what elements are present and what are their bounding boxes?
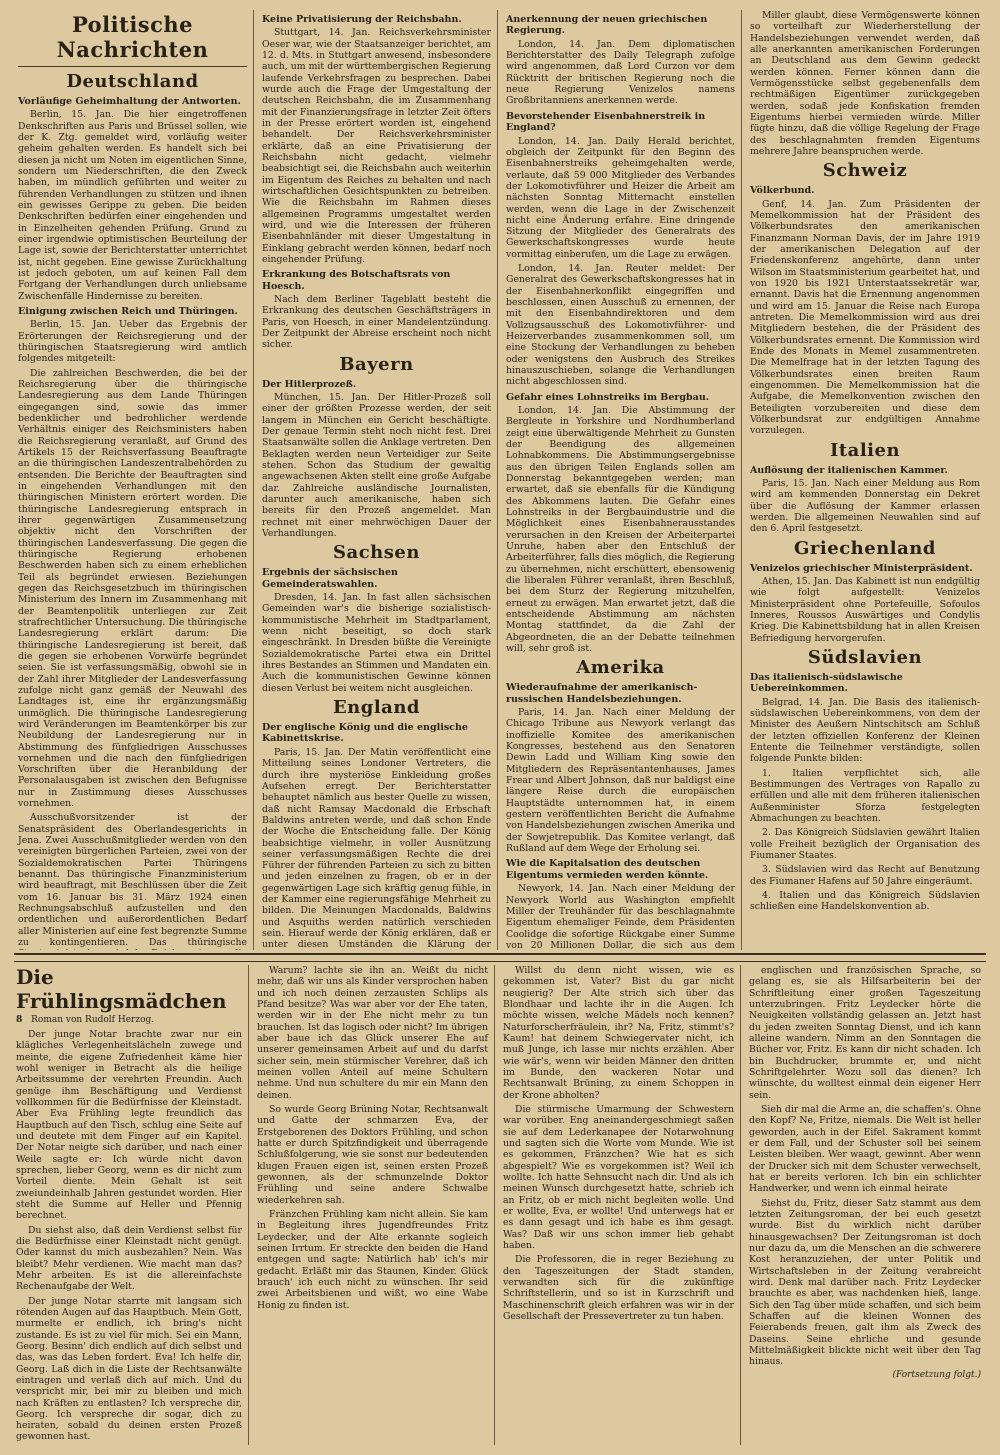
article-body: London, 14. Jan. Reuter meldet: Der Generalrat des Gewerkschaftskongresses hat in der Eisenbahnerkonflikt eingegriffen und beschlossen, einen Ausschuß zu ernennen, der mit den Eisenbahndirektoren und dem Vollzugsausschuß des Lokomotivführer- und Heizerverbandes zusammenkommen soll, um eine Stockung der Verhandlungen zu beheben oder wenigstens den Ausbruch des Streikes hinauszuschieben, solange die Verhandlungen nicht abgeschlossen sind. xyxy=(506,263,735,388)
serial-column-4 xyxy=(747,965,987,1445)
article-headline: Das italienisch-südslawische Uebereinkommen. xyxy=(750,671,903,695)
continuation-note: (Fortsetzung folgt.) xyxy=(892,1370,981,1381)
article-body: Nach dem Berliner Tageblatt besteht die Erkrankung des deutschen Geschäftsträgers in Paris, von Hoesch, in einer Mandelentzündung. Der Zeitpunkt der Abreise erscheint noch nicht sicher. xyxy=(262,294,491,351)
column-4 xyxy=(746,10,986,950)
serial-text: Sieh dir mal die Arme an, die schaffen's. Ohne den Kopf? Ne, Fritze, niemals. Die Welt ist heller geworden, auch in der Eifel. Sakrament kommt er dem Fall, und der Schuster soll bei seinem Leisten bleiben. Wer waagt, gewinnt. Aber wenn der Drucker sich mit dem Schuster verwechselt, hat er bereits verloren. Ich bin ein schlichter Handwerker, und wenn ich einmal heirate xyxy=(749,1103,981,1195)
serial-text: Die stürmische Umarmung der Schwestern war vorüber. Eng aneinandergeschmiegt saßen sie auf dem Lederkanapee der Notarwohnung und sagten sich die Worte vom Munde. Wie ist es gekommen, Fränzchen? Wie hat es sich abgespielt? Wie es vorgekommen ist? Weil ich wollte. Ich hatte Sehnsucht nach dir. Und als ich meinen Wunsch durchgesetzt hatte, schrieb ich an Fritz, ob er mich nicht begleiten wolle. Und er wollte, Eva, er wollte! Und unterwegs hat er es dann gesagt und ich habe es ihm gesagt. Was? Daß wir uns schon immer lieb gehabt haben. xyxy=(503,1103,734,1251)
section-heading-amerika: Amerika xyxy=(576,657,665,679)
article-headline: Vorläufige Geheimhaltung der Antworten. xyxy=(18,96,241,107)
page-title: Politische Nachrichten xyxy=(56,12,209,62)
serial-text: Die Professoren, die in reger Beziehung zu den Tageszeitungen der Stadt standen, verwandten sich für die zukünftige Schriftstellerin, und so ist in Kurzschrift und Maschinenschrift gleich erfahren was wir in der Gesellschaft der Pressevertreter zu tun haben. xyxy=(503,1254,734,1322)
article-headline: Anerkennung der neuen griechischen Regierung. xyxy=(506,14,708,37)
article-body: München, 15. Jan. Der Hitler-Prozeß soll einer der größten Prozesse werden, der seit langem in München ein Gericht beschäftigte. Der genaue Termin steht noch nicht fest. Drei Staatsanwälte sollen die Anklage vertreten. Den Beklagten werden neun Verteidiger zur Seite stehen. Schon das Studium der gewaltig angewachsenen Akten stellt eine große Aufgabe dar. Zahlreiche ausländische Journalisten, darunter auch amerikanische, haben sich bereits für den Prozeß angemeldet. Man rechnet mit einer mehrwöchigen Dauer der Verhandlungen. xyxy=(262,392,491,540)
article-body: 3. Südslavien wird das Recht auf Benutzung des Fiumaner Hafens auf 50 Jahre eingeräumt. xyxy=(750,864,980,887)
section-heading-italien: Italien xyxy=(829,439,901,461)
serial-text: Fränzchen Frühling kam nicht allein. Sie kam in Begleitung ihres Jugendfreundes Fritz Leydecker, und der Alte erkannte sogleich seinen Irrtum. Er streckte den beiden die Hand entgegen und sagte: Natürlich hab' ich's mir gedacht. Erläßt mir das Staunen, Kinder. Glück brauch' ich euch nicht zu wünschen. Ihr seid zwei Arbeitsbienen und wißt, wo eine Wabe Honig zu finden ist. xyxy=(257,1208,488,1311)
column-2 xyxy=(258,10,498,950)
article-body: 4. Italien und das Königreich Südslavien schließen eine Handelskonvention ab. xyxy=(750,889,980,913)
article-headline: Einigung zwischen Reich und Thüringen. xyxy=(18,305,238,317)
article-body: Paris, 15. Jan. Nach einer Meldung aus Rom wird am kommenden Donnerstag ein Dekret über die Auflösung der Kammer erlassen werden. Die allgemeinen Neuwahlen sind auf den 6. April festgesetzt. xyxy=(750,477,980,535)
article-body: 2. Das Königreich Südslavien gewährt Italien volle Freiheit bezüglich der Organisation des Fiumaner Staates. xyxy=(750,827,980,861)
feuilleton-section xyxy=(14,965,986,1445)
divider xyxy=(18,66,247,67)
serial-text: So wurde Georg Brüning Notar, Rechtsanwalt und Gatte der schmarzen Eva, der Erstgeborenen des Doktors Frühling, und schon hatte er durch Spitzfindigkeit und überragende Schlußfolgerung, wie sie sonst nur bedeutenden klugen Frauen eigen ist, seinen ersten Prozeß gewonnen, als der schmunzelnde Doktor Frühling und seine andere Schwalbe wiederkehren sah. xyxy=(257,1103,488,1206)
serial-author: Roman von Rudolf Herzog. xyxy=(31,1015,155,1025)
feuilleton-divider xyxy=(14,953,986,962)
serial-text: englischen und französischen Sprache, so gelang es, sie als Hilfsarbeiterin bei der Schriftleitung einer großen Tageszeitung unterzubringen. Fritz Leydecker hörte die Neuigkeiten vollständig gelassen an. Jetzt hast du jeden zweiten Sonntag Dienst, und ich kann alleine wandern. Nimm an den Sonntagen die Bücher vor, Fritz. Es kann dir nicht schaden. Ich bin Buchdrucker, brummte er, und nicht Schriftgelehrter. Wozu soll das dienen? Ich wünschte, du wolltest einmal dein eigener Herr sein. xyxy=(749,965,981,1101)
serial-text: Der junge Notar starrte mit langsam sich rötenden Augen auf das Hauptbuch. Mein Gott, murmelte er endlich, ich bring's nicht zustande. Es ist zu viel für mich. Sei ein Mann, Georg. Besinn' dich endlich auf dich selbst und das, was das Leben fordert. Eva! Ich helfe dir, Georg. Laß dich in die Liste der Rechtsanwälte eintragen und verlaß dich auf mich. Und du verspricht mir, bei mir zu bleiben und mich nach Kräften zu entlasten? Ich verspreche dir, Georg. Ich verspreche dir sogar, dich zu heiraten, sobald du deinen ersten Prozeß gewonnen hast. xyxy=(16,1295,242,1443)
article-body: Paris, 15. Jan. Der Matin veröffentlicht eine Mitteilung seines Londoner Vertreters, die durch ihre mysteriöse Einkleidung großes Aufsehen erregt. Der Berichterstatter behauptet nämlich aus bester Quelle zu wissen, daß nicht Ramsay Macdonald die Erbschaft Baldwins antreten werde, und daß schon Ende der Woche die Entscheidung falle. Der König beabsichtige vielmehr, in voller Ausnützung seiner verfassungsmäßigen Rechte die drei Führer der führenden Parteien zu sich zu bitten und jeden einzelnen zu fragen, ob er in der gegenwärtigen Lage sich kräftig genug fühle, in der Kammer eine regierungsfähige Mehrheit zu bilden. Die Meinungen Macdonalds, Baldwins und Asquiths werden natürlich verschieden sein. Hierauf werde der König erklären, daß er unter diesen Umständen die Klärung der xyxy=(262,746,491,950)
article-body: Belgrad, 14. Jan. Die Basis des italienisch-südslawischen Uebereinkommens, von dem der Minister des Aeußern Nintschitsch am Schluß der letzten offiziellen Konferenz der Kleinen Entente die Teilnehmer verständigte, sollen folgende Punkte bilden: xyxy=(750,696,980,765)
article-headline: Wie die Kapitalsation des deutschen Eigentums vermieden werden könnte. xyxy=(506,858,709,881)
article-body: 1. Italien verpflichtet sich, alle Bestimmungen des Vertrages von Rapallo zu erfüllen und alle mit dem früheren italienischen Außenminister Sforza festgelegten Abmachungen zu beachten. xyxy=(750,767,980,824)
article-headline: Der englische König und die englische Kabinettskrise. xyxy=(262,722,468,745)
installment-number: 8 xyxy=(16,1015,23,1025)
article-headline: Keine Privatisierung der Reichsbahn. xyxy=(262,14,462,25)
article-body: Newyork, 14. Jan. Nach einer Meldung der Newyork World aus Washington empfiehlt Miller der Treuhänder für das beschlagnahmte Eigentum ehemaliger Feinde, dem Präsidenten Coolidge die sofortige Rückgabe einer Summe von 20 Millionen Dollar, die sich aus dem xyxy=(506,883,735,950)
serial-byline xyxy=(16,1015,242,1025)
article-headline: Bevorstehender Eisenbahnerstreik in England? xyxy=(506,110,706,134)
article-body: Paris, 14. Jan. Nach einer Meldung der Chicago Tribune aus Newyork verlangt das inoffizielle Komitee des amerikanischen Kongresses, bestehend aus den Senatoren Dewin Ladd und William King sowie den Mitgliedern des Repräsentantenhauses, James Frear und Albert Johnson, daß nur baldigst eine längere Reise durch die europäischen Hauptstädte unternommen hat, in einem gestern veröffentlichten Bericht die Aufnahme von Handelsbeziehungen zwischen Amerika und der Sowjetrepublik. Das Komitee verlangt, daß Rußland auf dem Wege der Erholung sei. xyxy=(506,707,735,855)
article-body: London, 14. Jan. Daily Herald berichtet, obgleich der Zeitpunkt für den Beginn des Eisenbahnerstreiks geheimgehalten werde, verlaute, daß 59 000 Mitglieder des Verbandes der Lokomotivführer und Heizer die Arbeit am nächsten Sonntag Mitternacht einstellen werden, wenn die Lage in der Zwischenzeit nicht eine Änderung erfahre. Eine dringende Sitzung der Mitglieder des Generalrats des Gewerkschaftskongresses wurde heute vormittag einberufen, um die Lage zu erwägen. xyxy=(506,135,735,260)
article-body: Ausschußvorsitzender ist der Senatspräsident des Oberlandesgerichts in Jena. Zwei Ausschußmitglieder werden von den vereinigten bürgerlichen Parteien, zwei von der Sozialdemokratischen Partei Thüringens benannt. Das thüringische Finanzministerium wird beauftragt, mit Beschlüssen über die Zeit vom 16. Januar bis 31. März 1924 einen Rechnungsabschluß aufzustellen und den ordentlichen und außerordentlichen Bedarf aller Ministerien auf eine fest begrenzte Summe zu kontingentieren. Das thüringische xyxy=(18,812,247,949)
serial-text: Willst du denn nicht wissen, wie es gekommen ist, Vater? Bist du gar nicht neugierig? Der Alte strich sich über das Blondhaar und lachte ihr in die Augen. Ich möchte wissen, welche Mädels noch kennen? Naturforscherfräulein, ihr? Na, Fritz, stimmt's? Kaum! hat deinem Schwiegervater nicht, ich muß Junge, ich lasse mir nichts erzählen. Aber wie wär's, wenn wir beiden Männer den dritten im Bunde, den wackeren Notar und Rechtsanwalt Brüning, zu einem Schoppen in der Krone abholten? xyxy=(503,965,734,1101)
column-3 xyxy=(502,10,742,950)
article-body: Dresden, 14. Jan. In fast allen sächsischen Gemeinden war's die bisherige sozialistisch-kommunistische Mehrheit im Stadtparlament, wenn nicht beseitigt, so doch stark eingeschränkt. In Dresden büßte die Vereinigte Sozialdemokratische Partei etwa ein Drittel ihres Bestandes an Stimmen und Mandaten ein. Auch die kommunistischen Gewinne können diesen Verlust bei weitem nicht ausgleichen. xyxy=(262,592,491,694)
column-1 xyxy=(14,10,254,950)
section-heading-sachsen: Sachsen xyxy=(333,542,420,564)
section-heading-suedslavien: Südslavien xyxy=(807,646,923,668)
political-news-section xyxy=(14,10,986,950)
section-heading-bayern: Bayern xyxy=(339,353,414,375)
article-body: Athen, 15. Jan. Das Kabinett ist nun endgültig wie folgt aufgestellt: Venizelos Ministerpräsident ohne Portefeuille, Sofoulos Inneres, Roussos Auswärtiges und Condylis Krieg. Die Kabinettsbildung hat in allen Kreisen Befriedigung hervorgerufen. xyxy=(750,575,980,644)
serial-title: Die Frühlingsmädchen xyxy=(16,965,227,1013)
section-heading-england: England xyxy=(332,697,421,719)
article-body: Berlin, 15. Jan. Ueber das Ergebnis der Erörterungen der Reichsregierung und der thüringischen Staatsregierung wird amtlich folgendes mitgeteilt: xyxy=(18,319,247,365)
article-headline: Ergebnis der sächsischen Gemeinderatswahlen. xyxy=(262,567,398,590)
section-heading-schweiz: Schweiz xyxy=(822,160,908,182)
article-headline: Venizelos griechischer Ministerpräsident. xyxy=(750,562,973,574)
article-body: Berlin, 15. Jan. Die hier eingetroffenen Denkschriften aus Paris und Brüssel sollen, wie der K. Ztg. gemeldet wird, vorläufig weiter geheim gehalten werden. Es handelt sich bei diesen ja nicht um Noten im eigentlichen Sinne, sondern um Niederschriften, die den Zweck haben, im mündlich geführten und weiter zu führenden Verhandlungen zu stützen und ihnen ein gewisses Gerippe zu geben. Die beiden Denkschriften bedürfen einer eingehenden und in Einzelheiten gehenden Prüfung. Grund zu einer irgendwie optimistischen Beurteilung der Lage ist, sowie der Berichterstatter unterrichtet ist, nicht gegeben. Eine gewisse Zurückhaltung ist jedoch geboten, um auf keinen Fall dem Fortgang der Verhandlungen durch unliebsame Zwischenfälle Hindernisse zu bereiten. xyxy=(18,109,247,302)
section-heading-griechenland: Griechenland xyxy=(794,537,936,559)
serial-column-3 xyxy=(501,965,741,1445)
article-headline: Der Hitlerprozeß. xyxy=(262,378,357,390)
serial-text: Siehst du, Fritz, dieser Satz stammt aus dem letzten Zeitungsroman, der bei euch gesetzt wurde. Bist du wirklich nicht darüber hinausgewachsen? Der Zeitungsroman ist doch nur dazu da, um die Menschen an die schwerere Kost heranzuziehen, der unter Politik und Wirtschaftsleben in der Zeitung verabreicht wird. Denk mal darüber nach. Fritz Leydecker brauchte es aber, was nachdenken hieß, lange. Sich den Tag über müde schaffen, und sich beim Schaffen auf die kleinen Wonnen des Feierabends freuen, galt ihm als Zweck des Daseins. Seine ehrliche und gesunde Mittelmäßigkeit blickte nicht weit über den Tag hinaus. xyxy=(749,1197,981,1368)
article-body: Miller glaubt, diese Vermögenswerte können so vorteilhaft zur Wiederherstellung der Handelsbeziehungen verwendet werden, daß alle anerkannten amerikanischen Forderungen an Deutschland aus dem Gewinn gedeckt werden können. Ferner können dann die Vermögensstücke selbst gegebenenfalls dem rechtmäßigen Eigentümer zurückgegeben werden, sodaß jede Konfiskation fremden Eigentums hierbei vermieden würde. Miller fügte hinzu, daß die völlige Regelung der Frage des beschlagnahmten fremden Eigentums mehrere Jahre beanspruchen werde. xyxy=(750,10,980,157)
section-heading-deutschland: Deutschland xyxy=(66,71,199,92)
serial-column-2 xyxy=(255,965,495,1445)
article-body: London, 14. Jan. Die Abstimmung der Bergleute in Yorkshire und Nordhumberland zeigt eine überwältigende Mehrheit zu Gunsten der Beendigung des allgemeinen Lohnabkommens. Die Abstimmungsergebnisse aus den übrigen Teilen Englands sollen am Donnerstag bekanntgegeben werden; man erwartet, daß sie ebenfalls für die Kündigung des Abkommens lauten. Die Gefahr eines Lohnstreiks in der Bergbauindustrie und die Möglichkeit eines Eisenbahnerausstandes verursachen in den Kreisen der Arbeiterpartei Unruhe, haben aber den Entschluß der Arbeiterführer, falls dies möglich, die Regierung zu übernehmen, nicht erschüttert, ebensowenig die liberalen Führer veranlaßt, ihren Beschluß, bei dem Sturz der Regierung mitzuhelfen, erneut zu erwägen. Man erwartet jetzt, daß die entscheidende Abstimmung am nächsten Montag stattfindet, da die Zahl der Abgeordneten, die an der Debatte teilnehmen will, sehr groß ist. xyxy=(506,405,735,655)
article-body: London, 14. Jan. Dem diplomatischen Berichterstatter des Daily Telegraph zufolge wird angenommen, daß Lord Curzon vor dem Rücktritt der britischen Regierung noch die neue Regierung Venizelos namens Großbritanniens anerkennen werde. xyxy=(506,38,735,107)
article-headline: Auflösung der italienischen Kammer. xyxy=(750,464,948,476)
serial-column-1 xyxy=(14,965,249,1445)
article-body: Genf, 14. Jan. Zum Präsidenten der Memelkommission hat der Präsident des Völkerbundsrates den amerikanischen Finanzmann Norman Davis, der im Jahre 1919 der amerikanischen Delegation auf der Friedenskonferenz angehörte, dann unter Wilson im Staatsministerium gearbeitet hat, und von 1920 bis 1921 Unterstaatssekretär war, ernannt. Davis hat die Ernennung angenommen und wird am 15. Januar die Reise nach Europa antreten. Die Memelkommission wird aus drei Mitgliedern bestehen, die der Präsident des Völkerbundsrates ernennt. Die Kommission wird Ende des Monats in Memel zusammentreten. Die Memelfrage hat in der letzten Tagung des Völkerbundsrates einen breiten Raum eingenommen. Die Memelkommission hat die Aufgabe, die Memelkonvention zwischen den Beteiligten vorzubereiten und diese dem Völkerbundsrat zur endgültigen Annahme vorzulegen. xyxy=(750,198,980,437)
article-headline: Völkerbund. xyxy=(750,185,815,197)
article-body: Die zahlreichen Beschwerden, die bei der Reichsregierung über die thüringische Landesregierung aus dem Lande Thüringen eingegangen sind, sowie das immer bedenklicher und bedrohlicher werdende Verhältnis einiger des Reichsministers haben die Reichsregierung veranlaßt, auf Grund des Artikels 15 der Reichsverfassung Beauftragte an die thüringischen Landeszentralbehörden zu entsenden. Die Berichte der Beauftragten sind in eingehenden Verhandlungen mit den thüringischen Ministern erörtert worden. Die thüringische Landesregierung entsprach in ihrer gegenwärtigen Zusammensetzung objektiv nicht den Vorschriften der thüringischen Landesverfassung. Die gegen die thüringische Regierung erhobenen Beschwerden haben sich zu einem erheblichen Teil als begründet erwiesen. Beziehungen gegen das Reichsgesetzbuch im thüringischen Ministerium des Innern im Zusammenhang mit der Beamtenpolitik unterliegen zur Zeit strafrechtlicher Untersuchung. Die thüringische Landesregierung erklärt darum: Die thüringische Landesregierung ist bereit, daß die gegen sie erhobenen Vorwürfe begründet seien. Sie ist verfassungsmäßig, obwohl sie in der Zahl ihrer Mitglieder der Landesverfassung zufolge nicht ganz gemäß der Neuwahl des Landtages ist, eine ihr ergänzungsmäßig unmöglich. Die thüringische Landesregierung wird Veränderungen im Beamtenkörper bis zur Neubildung der Landesregierung nur in Abstimmung des fünfgliedrigen Ausschusses vornehmen und die nach den fünfgliedrigen Vorschriften über die Heranbildung der Personalausgaben ist zwischen den Befugnisse nur in Zustimmung dieses Ausschusses vornehmen. xyxy=(18,367,247,810)
article-headline: Erkrankung des Botschaftsrats von Hoesch. xyxy=(262,269,451,292)
article-headline: Gefahr eines Lohnstreiks im Bergbau. xyxy=(506,391,710,403)
serial-text: Warum? lachte sie ihn an. Weißt du nicht mehr, daß wir uns als Kinder versprochen haben und ich noch deinen zerzausten Schlips als Pfand besitze? Was war aber vor der Ehe taten, werden wir in der Ehe nicht mehr zu tun brauchen. Ist das logisch oder nicht? Im übrigen aber baue ich das Glück unserer Ehe auf unserer gemeinsamen Arbeit auf und du darfst sicher sein, mein stürmischer Verehrer, daß ich meinen vollen Anteil auf meine Schultern nehme. Und nun schultere du mir ein Mann den deinen. xyxy=(257,965,488,1101)
serial-text: Du siehst also, daß dein Verdienst selbst für die Bedürfnisse einer Kleinstadt nicht genügt. Oder kannst du mich ausbezahlen? Nein. Was bleibt? Mehr verdienen. Wie macht man das? Mehr arbeiten. Es ist die allereinfachste Rechenaufgabe der Welt. xyxy=(16,1224,242,1293)
article-body: Stuttgart, 14. Jan. Reichsverkehrsminister Oeser war, wie der Staatsanzeiger berichtet, am 12. d. Mts. in Stuttgart anwesend, insbesondere auch, um mit der württembergischen Regierung laufende Verkehrsfragen zu besprechen. Dabei wurde auch die Frage der Umgestaltung der deutschen Reichsbahn, die im Zusammenhang mit der Finanzierungsfrage in letzter Zeit öfters in der Presse erörtert worden ist, eingehend behandelt. Der Reichsverkehrsminister erklärte, daß an eine Privatisierung der Reichsbahn nicht gedacht, vielmehr beabsichtigt sei, die Reichsbahn auch weiterhin im Eigentum des Reiches zu behalten und nach wirtschaftlichen Gesichtspunkten zu betreiben. Wie die Reichsbahn im Rahmen dieses allgemeinen Programms umgestaltet werden wird, und wie die Interessen der früheren Eisenbahnländer mit dieser Umgestaltung in Einklang gebracht werden können, bedarf noch eingehender Prüfung. xyxy=(262,27,491,265)
article-headline: Wiederaufnahme der amerikanisch-russischen Handelsbeziehungen. xyxy=(506,682,698,705)
serial-text: Der junge Notar brachte zwar nur ein klägliches Verlegenheitslächeln zuwege und meinte, die eigene Zufriedenheit käme hier wohl weniger in Betracht als die heilige Arbeitssumme der verehrten Freundin. Auch genüge ihm Beschäftigung und Verdienst vollkommen für die Bedürfnisse der Kleinstadt. Aber Eva Frühling legte freundlich das Hauptbuch auf den Tisch, schlug eine Seite auf und deutete mit dem Finger auf ein Kapitel. Der Notar neigte sich darüber, und nach einer Weile sagte er: Ich würde nicht davon sprechen, lieber Georg, wenn es dir nicht zum Vorteil diente. Mein Gehalt ist seit zweiundeinhalb Jahren gestundet worden. Hier steht die Summe auf Heller und Pfennig berechnet. xyxy=(16,1029,242,1222)
